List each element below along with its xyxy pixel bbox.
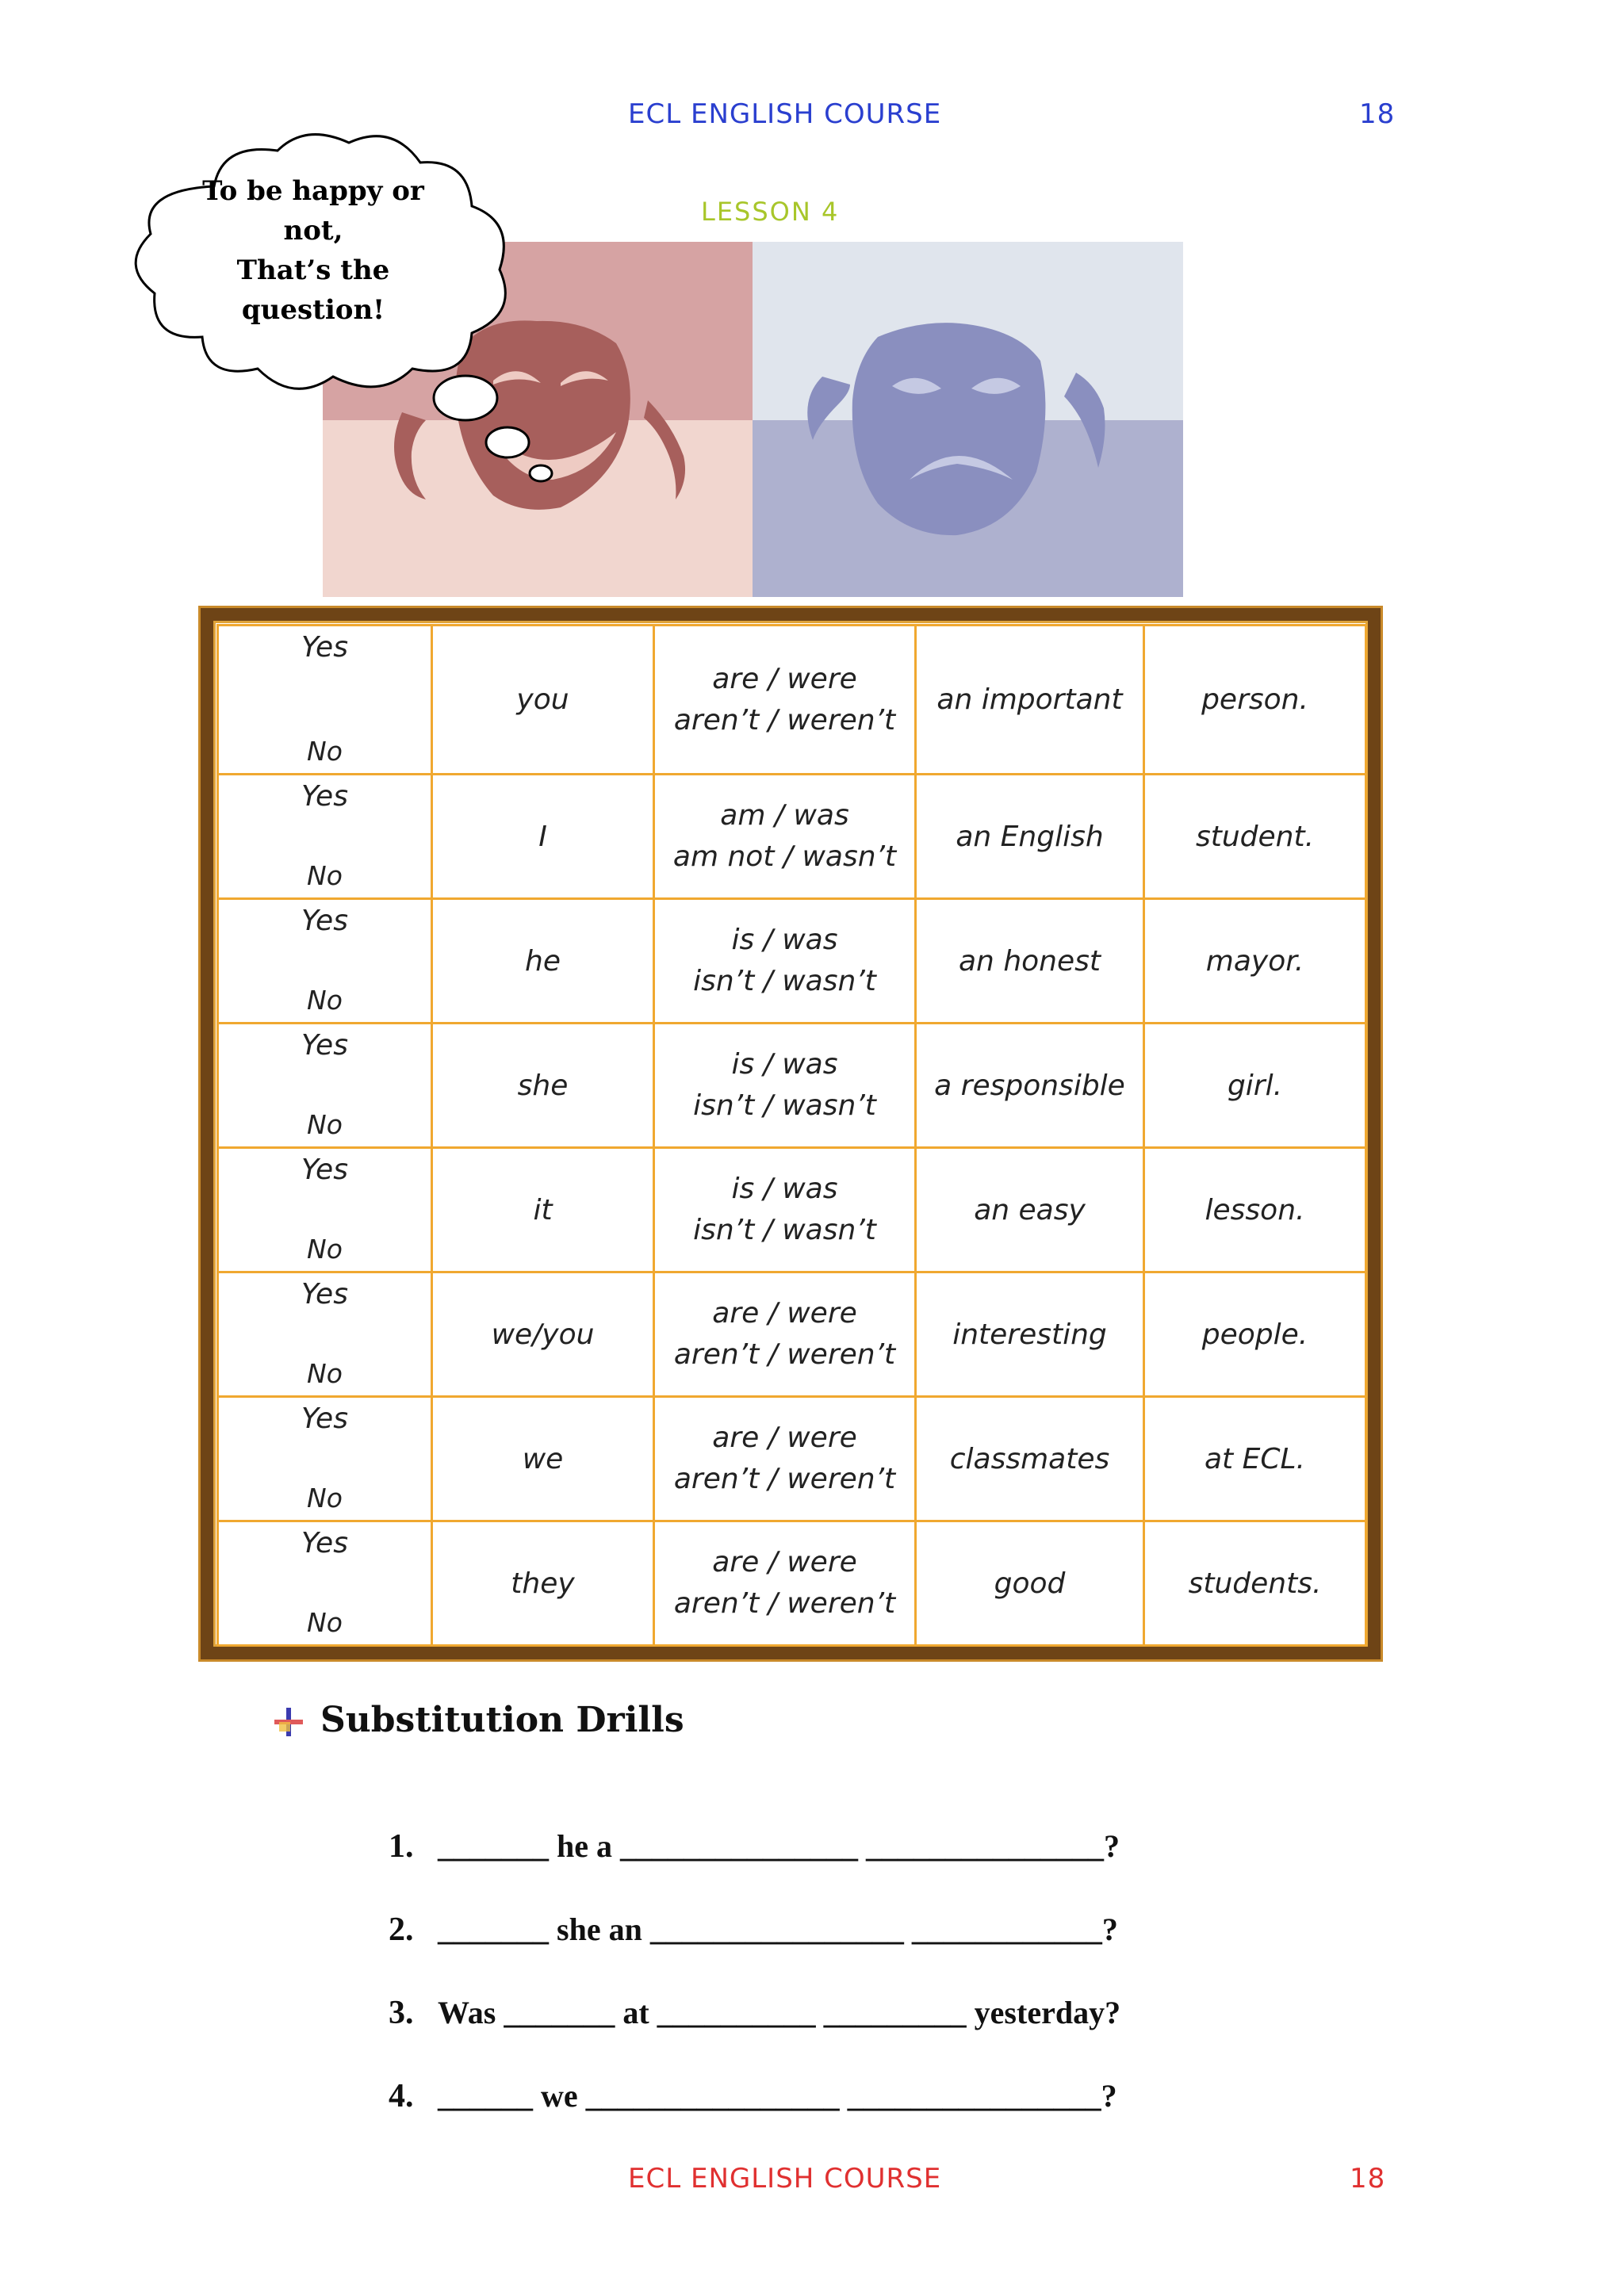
yes-no-cell — [218, 1148, 432, 1272]
yes-label: Yes — [301, 905, 348, 937]
subject-cell: I — [432, 775, 654, 899]
drill-number: 3. — [389, 1995, 414, 2031]
noun-cell: at ECL. — [1144, 1397, 1366, 1521]
verb-cell — [654, 1272, 916, 1397]
drill-number: 2. — [389, 1911, 414, 1948]
subject-cell: he — [432, 899, 654, 1024]
verb-negative: isn’t / wasn’t — [693, 965, 876, 997]
verb-positive: am / was — [720, 799, 849, 832]
yes-no-cell — [218, 775, 432, 899]
drill-text: _______ he a _______________ _______________? — [438, 1828, 1120, 1864]
no-label: No — [307, 1358, 343, 1389]
noun-cell: girl. — [1144, 1024, 1366, 1148]
drill-text: ______ we ________________ ________________? — [438, 2078, 1117, 2114]
yes-label: Yes — [301, 1029, 348, 1062]
verb-cell — [654, 626, 916, 775]
verb-positive: are / were — [712, 1297, 857, 1330]
noun-cell: people. — [1144, 1272, 1366, 1397]
bullet-star-icon — [273, 1706, 304, 1738]
adjective-cell: an important — [916, 626, 1144, 775]
subject-cell: you — [432, 626, 654, 775]
drill-number: 1. — [389, 1828, 414, 1865]
header-page-number: 18 — [1359, 98, 1396, 130]
substitution-table-frame — [201, 608, 1381, 1659]
table-row — [218, 626, 1366, 775]
table-row — [218, 775, 1366, 899]
no-label: No — [307, 1483, 343, 1513]
verb-positive: is / was — [731, 1048, 838, 1081]
yes-label: Yes — [301, 1278, 348, 1311]
footer-course-title: ECL ENGLISH COURSE — [628, 2163, 942, 2195]
adjective-cell: interesting — [916, 1272, 1144, 1397]
cloud-line-2: not, — [283, 215, 343, 247]
subject-cell: we/you — [432, 1272, 654, 1397]
verb-positive: are / were — [712, 1422, 857, 1454]
verb-cell — [654, 775, 916, 899]
noun-cell: students. — [1144, 1521, 1366, 1646]
verb-cell — [654, 1148, 916, 1272]
yes-label: Yes — [301, 780, 348, 813]
verb-positive: are / were — [712, 1546, 857, 1578]
yes-no-cell — [218, 899, 432, 1024]
thought-cloud — [119, 119, 531, 396]
no-label: No — [307, 985, 343, 1016]
verb-cell — [654, 1397, 916, 1521]
table-row — [218, 1397, 1366, 1521]
lesson-title: LESSON 4 — [701, 197, 840, 227]
adjective-cell: an English — [916, 775, 1144, 899]
drills-title: Substitution Drills — [320, 1700, 684, 1740]
table-row — [218, 1272, 1366, 1397]
yes-label: Yes — [301, 631, 348, 664]
yes-label: Yes — [301, 1527, 348, 1559]
yes-no-cell — [218, 1272, 432, 1397]
no-label: No — [307, 1607, 343, 1638]
verb-cell — [654, 1521, 916, 1646]
yes-no-cell — [218, 1024, 432, 1148]
drill-item — [373, 2040, 1117, 2115]
cloud-line-3: That’s the — [236, 254, 390, 286]
verb-negative: aren’t / weren’t — [673, 703, 896, 737]
no-label: No — [307, 736, 343, 767]
noun-cell: student. — [1144, 775, 1366, 899]
verb-positive: is / was — [731, 1173, 838, 1205]
yes-no-cell — [218, 626, 432, 775]
footer-page-number: 18 — [1350, 2163, 1386, 2195]
no-label: No — [307, 1109, 343, 1140]
adjective-cell: an honest — [916, 899, 1144, 1024]
verb-cell — [654, 899, 916, 1024]
cloud-line-4: question! — [241, 294, 385, 326]
verb-negative: isn’t / wasn’t — [693, 1214, 876, 1246]
noun-cell: person. — [1144, 626, 1366, 775]
noun-cell: lesson. — [1144, 1148, 1366, 1272]
drill-text: _______ she an ________________ ____________? — [438, 1911, 1118, 1947]
subject-cell: we — [432, 1397, 654, 1521]
verb-negative: aren’t / weren’t — [673, 1587, 896, 1620]
verb-negative: am not / wasn’t — [672, 840, 897, 873]
drill-item — [373, 1790, 1120, 1866]
drill-number: 4. — [389, 2078, 414, 2114]
adjective-cell: a responsible — [916, 1024, 1144, 1148]
substitution-table — [216, 624, 1367, 1647]
yes-label: Yes — [301, 1154, 348, 1186]
drill-item — [373, 1873, 1118, 1949]
verb-negative: aren’t / weren’t — [673, 1338, 896, 1371]
header-course-title: ECL ENGLISH COURSE — [628, 98, 942, 130]
adjective-cell: good — [916, 1521, 1144, 1646]
adjective-cell: an easy — [916, 1148, 1144, 1272]
drill-item — [373, 1957, 1120, 2032]
no-label: No — [307, 1234, 343, 1265]
adjective-cell: classmates — [916, 1397, 1144, 1521]
table-row — [218, 1521, 1366, 1646]
drill-text: Was _______ at __________ _________ yesterday? — [438, 1995, 1121, 2030]
subject-cell: she — [432, 1024, 654, 1148]
yes-label: Yes — [301, 1402, 348, 1435]
verb-positive: are / were — [712, 662, 857, 695]
verb-negative: aren’t / weren’t — [673, 1463, 896, 1495]
noun-cell: mayor. — [1144, 899, 1366, 1024]
yes-no-cell — [218, 1521, 432, 1646]
cloud-line-1: To be happy or — [202, 175, 424, 207]
verb-cell — [654, 1024, 916, 1148]
table-row — [218, 1148, 1366, 1272]
subject-cell: it — [432, 1148, 654, 1272]
verb-negative: isn’t / wasn’t — [693, 1089, 876, 1122]
table-row — [218, 899, 1366, 1024]
verb-positive: is / was — [731, 924, 838, 956]
no-label: No — [307, 860, 343, 891]
table-row — [218, 1024, 1366, 1148]
yes-no-cell — [218, 1397, 432, 1521]
subject-cell: they — [432, 1521, 654, 1646]
